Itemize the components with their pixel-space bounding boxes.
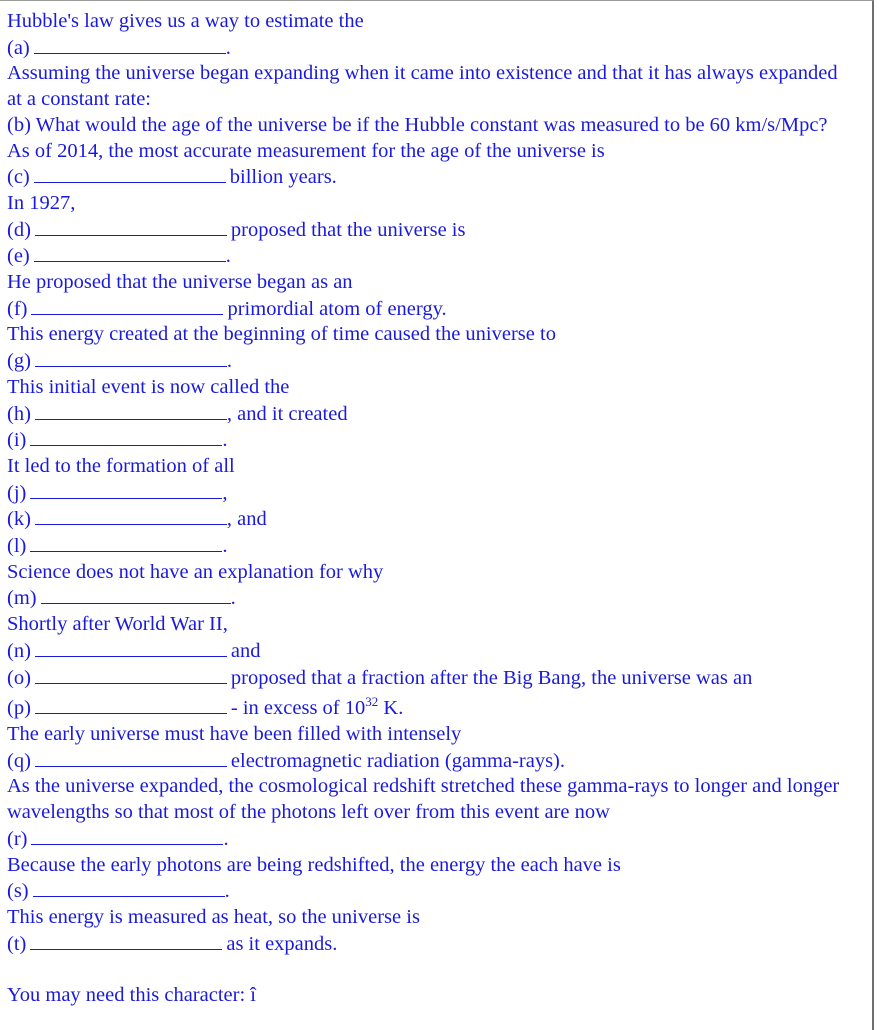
label-l: (l) bbox=[7, 535, 27, 558]
initial-event-text: This initial event is now called the bbox=[7, 375, 290, 398]
because-text: Because the early photons are being redshifted, the energy the each have is bbox=[7, 853, 621, 876]
item-n bbox=[7, 638, 857, 665]
intro-text: Hubble's law gives us a way to estimate the bbox=[7, 10, 364, 32]
after-p-post: K. bbox=[378, 697, 404, 720]
blank-q[interactable] bbox=[35, 748, 227, 767]
blank-e[interactable] bbox=[34, 243, 226, 262]
blank-n[interactable] bbox=[35, 638, 227, 657]
label-s: (s) bbox=[7, 880, 29, 903]
exponent-p: 32 bbox=[365, 694, 379, 710]
as-of-text: As of 2014, the most accurate measurement for the age of the universe is bbox=[7, 139, 605, 162]
blank-g[interactable] bbox=[35, 348, 227, 367]
item-s bbox=[7, 878, 857, 905]
item-l bbox=[7, 533, 857, 560]
blank-j[interactable] bbox=[30, 480, 222, 499]
item-t bbox=[7, 931, 857, 958]
after-r: . bbox=[223, 827, 229, 850]
blank-o[interactable] bbox=[35, 665, 227, 684]
science-text: Science does not have an explanation for why bbox=[7, 560, 384, 583]
after-l: . bbox=[222, 535, 228, 558]
item-c bbox=[7, 164, 857, 191]
after-t: as it expands. bbox=[226, 932, 338, 955]
item-r bbox=[7, 826, 857, 853]
after-o: proposed that a fraction after the Big Bang, the universe was an bbox=[230, 666, 753, 689]
after-m: . bbox=[230, 587, 236, 610]
year-1927-text: In 1927, bbox=[7, 191, 76, 214]
label-d: (d) bbox=[7, 218, 31, 241]
after-h: , and it created bbox=[226, 402, 348, 425]
label-n: (n) bbox=[7, 639, 31, 662]
spacer-gap bbox=[7, 957, 857, 983]
label-r: (r) bbox=[7, 827, 28, 850]
led-to-text: It led to the formation of all bbox=[7, 454, 235, 477]
label-p: (p) bbox=[7, 697, 31, 720]
label-q: (q) bbox=[7, 749, 31, 772]
item-o bbox=[7, 665, 857, 692]
blank-h[interactable] bbox=[35, 401, 227, 420]
label-t: (t) bbox=[7, 932, 27, 955]
after-k: , and bbox=[226, 508, 267, 531]
question-b: (b) What would the age of the universe be if the Hubble constant was measured to be 60 km/s/Mpc? bbox=[7, 113, 828, 136]
label-m: (m) bbox=[7, 587, 37, 610]
blank-i[interactable] bbox=[30, 427, 222, 446]
blank-a[interactable] bbox=[34, 35, 226, 54]
label-j: (j) bbox=[7, 481, 27, 504]
item-m bbox=[7, 585, 857, 612]
after-q: electromagnetic radiation (gamma-rays). bbox=[230, 749, 566, 772]
label-g: (g) bbox=[7, 350, 31, 373]
early-universe-text: The early universe must have been filled with intensely bbox=[7, 722, 462, 745]
item-p bbox=[7, 695, 857, 722]
label-a: (a) bbox=[7, 36, 30, 59]
item-h bbox=[7, 401, 857, 428]
character-note: You may need this character: î bbox=[7, 984, 256, 1006]
blank-f[interactable] bbox=[31, 296, 223, 315]
label-c: (c) bbox=[7, 166, 30, 189]
item-f bbox=[7, 296, 857, 323]
after-s: . bbox=[224, 880, 230, 903]
item-a bbox=[7, 35, 857, 62]
blank-s[interactable] bbox=[33, 878, 225, 897]
blank-r[interactable] bbox=[31, 826, 223, 845]
item-k bbox=[7, 506, 857, 533]
after-j: , bbox=[222, 481, 228, 504]
blank-l[interactable] bbox=[30, 533, 222, 552]
item-d bbox=[7, 217, 857, 244]
after-d: proposed that the universe is bbox=[230, 218, 466, 241]
energy-created-text: This energy created at the beginning of time caused the universe to bbox=[7, 323, 556, 346]
blank-m[interactable] bbox=[41, 585, 231, 604]
he-proposed-text: He proposed that the universe began as an bbox=[7, 271, 353, 294]
label-f: (f) bbox=[7, 297, 28, 320]
after-p-pre: - in excess of 10 bbox=[230, 697, 366, 720]
blank-d[interactable] bbox=[35, 217, 227, 236]
after-e: . bbox=[225, 245, 231, 268]
after-a: . bbox=[225, 36, 231, 59]
item-q bbox=[7, 748, 857, 775]
after-i: . bbox=[222, 429, 228, 452]
item-j bbox=[7, 480, 857, 507]
after-n: and bbox=[230, 639, 261, 662]
blank-c[interactable] bbox=[34, 164, 226, 183]
label-i: (i) bbox=[7, 429, 27, 452]
label-k: (k) bbox=[7, 508, 31, 531]
label-h: (h) bbox=[7, 402, 31, 425]
heat-text: This energy is measured as heat, so the universe is bbox=[7, 905, 420, 928]
label-o: (o) bbox=[7, 666, 31, 689]
label-e: (e) bbox=[7, 245, 30, 268]
question-content bbox=[7, 9, 857, 1009]
blank-k[interactable] bbox=[35, 506, 227, 525]
blank-t[interactable] bbox=[30, 931, 222, 950]
after-g: . bbox=[226, 350, 233, 373]
after-f: primordial atom of energy. bbox=[227, 297, 447, 320]
ww2-text: Shortly after World War II, bbox=[7, 613, 228, 636]
item-e bbox=[7, 243, 857, 270]
item-i bbox=[7, 427, 857, 454]
blank-p[interactable] bbox=[35, 695, 227, 714]
after-c: billion years. bbox=[229, 166, 337, 189]
expanded-text: As the universe expanded, the cosmological redshift stretched these gamma-rays to longer and longer wavelengths so that most of the photons left over from this event are now bbox=[7, 775, 840, 824]
assumption-text: Assuming the universe began expanding when it came into existence and that it has always expanded at a constant rate: bbox=[7, 62, 838, 111]
item-g bbox=[7, 348, 857, 375]
